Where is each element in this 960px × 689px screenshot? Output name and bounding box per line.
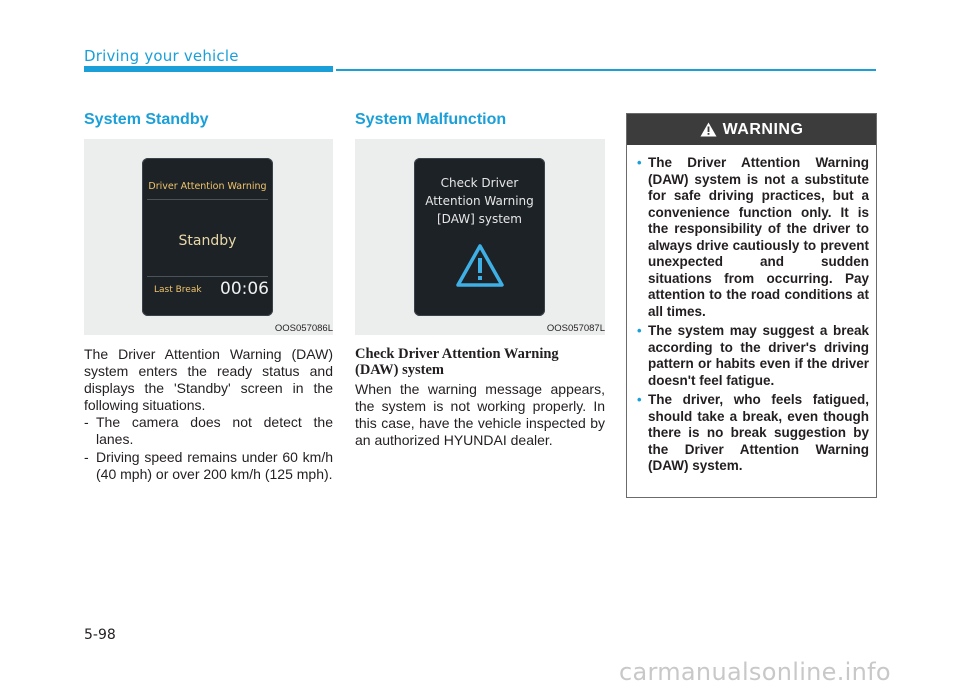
check-line-3: [DAW] system <box>436 212 522 226</box>
figure-code: OOS057086L <box>274 323 333 334</box>
warning-bullet: • <box>637 155 642 170</box>
watermark: carmanualsonline.info <box>619 658 891 686</box>
warning-item <box>637 323 869 389</box>
list-item-text: Driving speed remains under 60 km/h (40 mph) or over 200 km/h (125 mph). <box>96 449 333 482</box>
standby-display <box>142 158 273 316</box>
warning-label: WARNING <box>722 120 804 138</box>
daw-screen-title: Driver Attention Warning <box>148 181 267 192</box>
warning-item <box>637 392 869 475</box>
system-malfunction-title: System Malfunction <box>355 111 507 128</box>
warning-item <box>637 155 869 320</box>
warning-bullet: • <box>637 392 642 407</box>
figure-code: OOS057087L <box>546 323 605 334</box>
page-section-title: Driving your vehicle <box>84 47 239 65</box>
screen-divider <box>147 199 268 200</box>
list-item <box>84 449 333 483</box>
warning-icon <box>700 122 717 137</box>
list-marker: - <box>84 414 89 430</box>
warning-triangle-icon <box>455 243 505 289</box>
warning-item-text: The Driver Attention Warning (DAW) system is not a substitute for safe driving practices, but a convenience function only. It is the responsibility of the driver to always drive cautiously to prevent unexpected and sudden situations from occurring. Pay attention to the road conditions at all times. <box>648 155 869 319</box>
list-item <box>84 414 333 448</box>
screen-divider <box>147 276 268 277</box>
last-break-label: Last Break <box>154 285 202 295</box>
last-break-time: 00:06 <box>220 279 269 299</box>
warning-box <box>626 113 877 498</box>
warning-item-text: The system may suggest a break according to the driver's driving pattern or habits even if the driver doesn't feel fatigue. <box>648 323 869 388</box>
standby-paragraph: The Driver Attention Warning (DAW) system enters the ready status and displays the 'Standby' screen in the following situations. <box>84 346 333 413</box>
list-item-text: The camera does not detect the lanes. <box>96 414 333 447</box>
list-marker: - <box>84 449 89 465</box>
header-rule-thick <box>84 66 333 72</box>
warning-header <box>627 114 876 145</box>
malfunction-paragraph: When the warning message appears, the system is not working properly. In this case, have the vehicle inspected by an authorized HYUNDAI dealer. <box>355 381 605 448</box>
header-rule-thin <box>336 69 876 71</box>
standby-condition-list <box>84 414 333 483</box>
page-number: 5-98 <box>84 627 116 643</box>
check-daw-subheading: Check Driver Attention Warning (DAW) system <box>355 346 559 378</box>
standby-status: Standby <box>178 233 237 249</box>
warning-list <box>637 155 869 478</box>
warning-bullet: • <box>637 323 642 338</box>
check-line-2: Attention Warning <box>425 194 534 208</box>
malfunction-display <box>414 158 545 316</box>
check-line-1: Check Driver <box>440 176 519 190</box>
standby-figure <box>84 139 333 335</box>
system-standby-title: System Standby <box>84 111 209 128</box>
warning-item-text: The driver, who feels fatigued, should take a break, even though there is no break suggestion by the Driver Attention Warning (DAW) system. <box>648 392 869 473</box>
malfunction-figure <box>355 139 605 335</box>
